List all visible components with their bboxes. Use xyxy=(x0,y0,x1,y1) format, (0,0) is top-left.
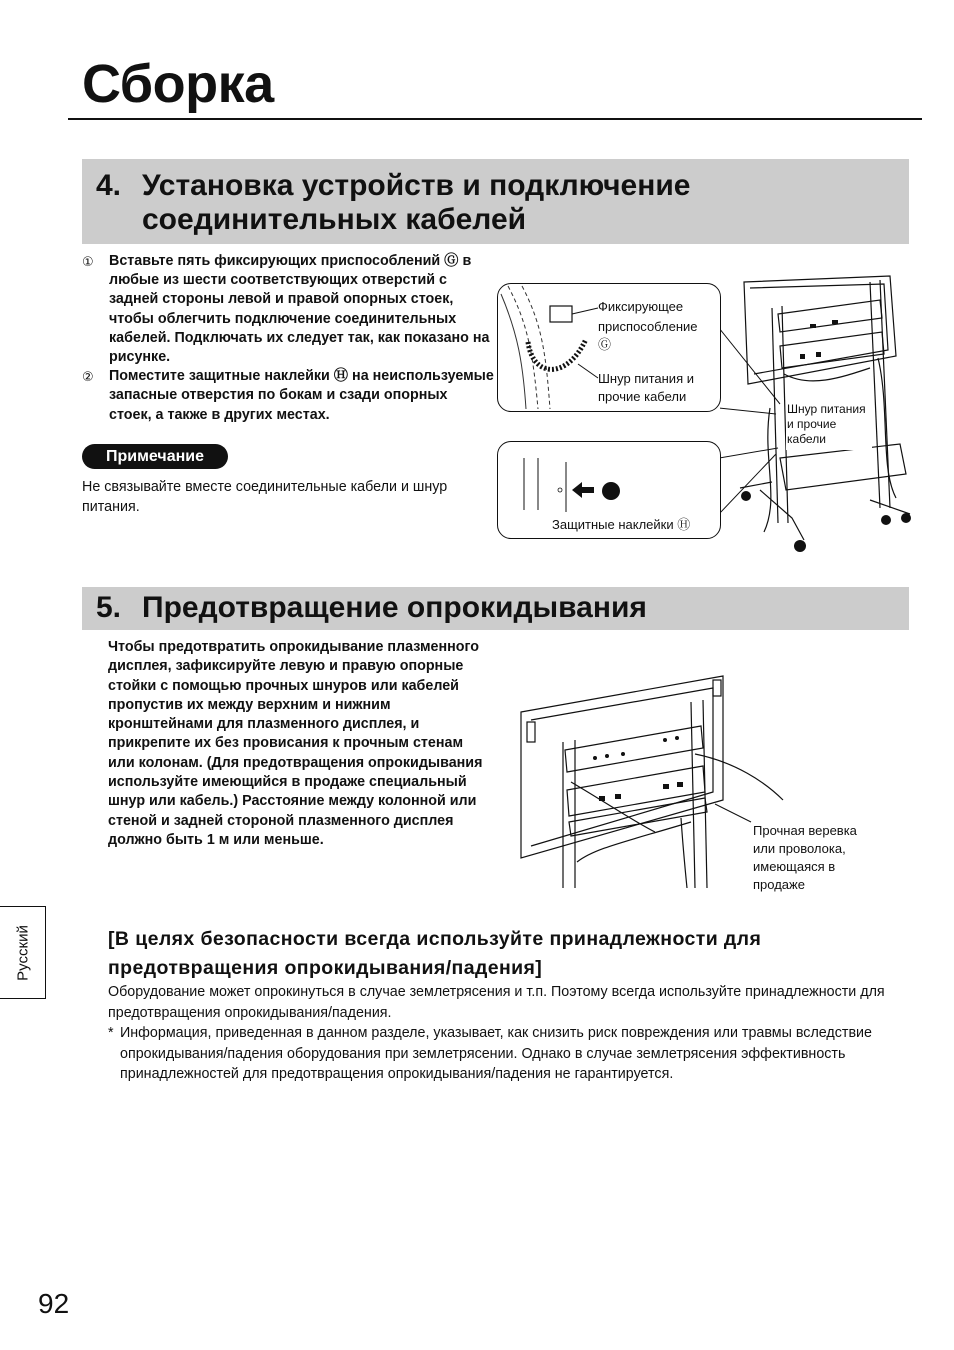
fixture-callout xyxy=(497,283,721,412)
section-5-paragraph: Чтобы предотвратить опрокидывание плазменного дисплея, зафиксируйте левую и правую опорные стойки с помощью прочных шнуров или кабелей пропустив их между верхним и нижним кронштейнами для плазменного дисплея, и прикрепите их без провисания к прочным стенам или колонам. (Для предотвращения опрокидывания используйте имеющийся в продаже специальный шнур или кабель.) Расстояние между колонной или стеной и задней стороной плазменного дисплея должно быть 1 м или меньше. xyxy=(108,639,483,848)
step-2 xyxy=(82,367,494,425)
cable-label-2: прочие кабели xyxy=(598,389,687,404)
section-4-header xyxy=(82,159,909,244)
language-tab xyxy=(0,906,46,999)
safety-note-star: * xyxy=(108,1025,114,1041)
cable-right-label-2: и прочие xyxy=(787,417,837,431)
stickers-label: Защитные наклейки Ⓗ xyxy=(552,517,691,532)
safety-body xyxy=(108,982,908,1085)
safety-note xyxy=(108,1023,908,1085)
page-number: 92 xyxy=(38,1288,70,1319)
section-5-title: Предотвращение опрокидывания xyxy=(142,591,647,624)
rope-label-4: продаже xyxy=(753,877,805,892)
rope-label-1: Прочная веревка xyxy=(753,823,857,838)
section-4-heading xyxy=(96,169,895,237)
step-1-mark: ① xyxy=(82,254,94,269)
step-1-text: Вставьте пять фиксирующих приспособлений Ⓖ в любые из шести соответствующих отверстий с задней стороны левой и правой опорных стоек, чтобы облегчить подключение соединительных кабелей. Подключать их следует так, как показано на рисунке. xyxy=(109,253,490,366)
section-4-number: 4. xyxy=(96,169,122,202)
section-5-heading xyxy=(96,591,895,625)
step-2-mark: ② xyxy=(82,369,94,385)
section-5-header xyxy=(82,587,909,630)
step-1 xyxy=(82,252,494,367)
fixture-label-3: Ⓖ xyxy=(598,337,612,352)
fixture-label-1: Фиксирующее xyxy=(598,299,684,314)
rope-label-2: или проволока, xyxy=(753,841,846,856)
language-tab-label: Русский xyxy=(14,924,31,981)
cable-right-label-1: Шнур питания xyxy=(787,402,866,416)
section-4-steps xyxy=(82,252,494,425)
section-5-number: 5. xyxy=(96,591,122,624)
safety-note-text: Информация, приведенная в данном разделе, указывает, как снизить риск повреждения или травмы вследствие опрокидывания/падения оборудования при землетрясении. Однако в случае землетрясения эффективность принадлежностей для предотвращения опрокидывания/падения не гарантируется. xyxy=(120,1025,872,1082)
section-4-title: Установка устройств и подключение соединительных кабелей xyxy=(142,169,691,236)
note-badge: Примечание xyxy=(82,444,228,469)
title-rule xyxy=(68,118,922,120)
fixture-label-2: приспособление xyxy=(598,319,698,334)
cable-right-label-3: кабели xyxy=(787,432,826,446)
rope-label-3: имеющаяся в xyxy=(753,859,836,874)
note-text: Не связывайте вместе соединительные кабели и шнур питания. xyxy=(82,479,448,515)
stickers-callout xyxy=(497,441,721,539)
safety-heading: [В целях безопасности всегда используйте принадлежности для предотвращения опрокидывания/падения] xyxy=(108,928,762,979)
step-2-text: Поместите защитные наклейки Ⓗ на неиспользуемые запасные отверстия по бокам и сзади опорных стоек, а также в других местах. xyxy=(109,368,494,423)
cable-label-1: Шнур питания и xyxy=(598,371,694,386)
safety-body-text: Оборудование может опрокинуться в случае землетрясения и т.п. Поэтому всегда используйте принадлежности для предотвращения опрокидывания/падения. xyxy=(108,984,885,1021)
page-title: Сборка xyxy=(82,54,274,114)
